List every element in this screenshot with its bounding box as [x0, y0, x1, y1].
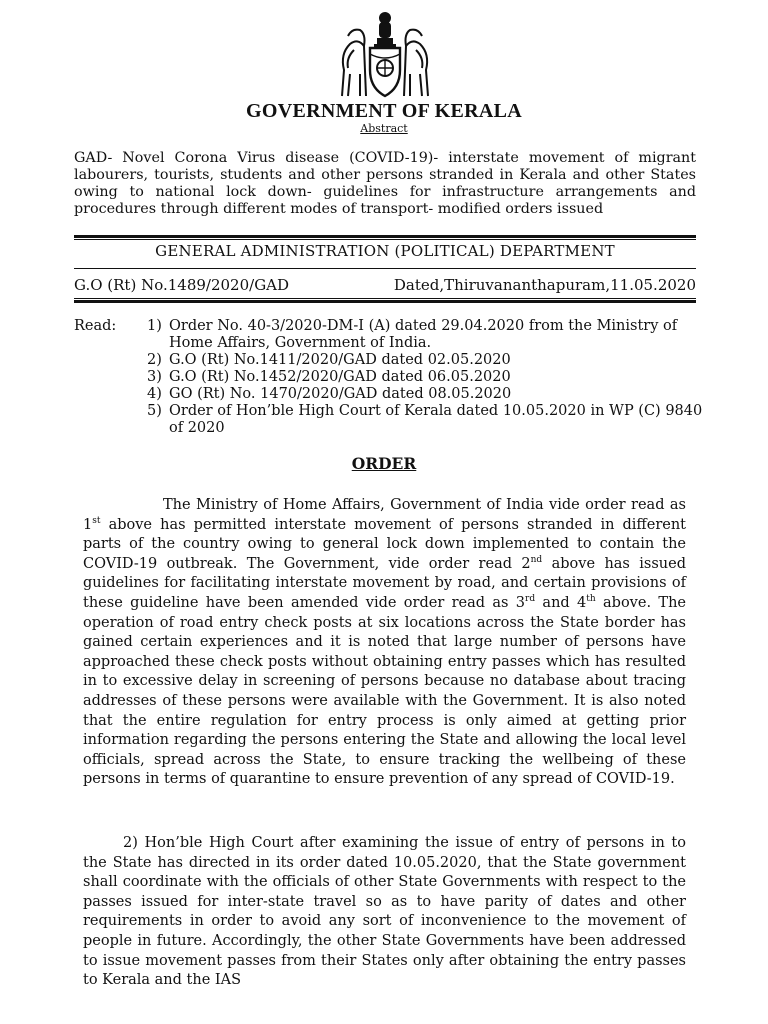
department-heading: GENERAL ADMINISTRATION (POLITICAL) DEPARTMENT — [155, 242, 615, 260]
go-date: Dated,Thiruvananthapuram,11.05.2020 — [393, 276, 696, 294]
read-label: Read: — [74, 318, 117, 334]
subject-text: GAD- Novel Corona Virus disease (COVID-19)- interstate movement of migrant labourers, tourists, students and other persons stranded in Kerala and other States owing to national lock down- guidelines for infrastructure arrangements and procedures through different modes of transport- modified orders issued — [74, 150, 696, 217]
abstract-label: Abstract — [360, 122, 408, 135]
divider-thick — [74, 235, 696, 238]
go-reference-line — [74, 276, 696, 294]
order-paragraph-1: The Ministry of Home Affairs, Government of India vide order read as 1st above has permitted interstate movement of persons stranded in different parts of the country owing to general lock down implemented to contain the COVID-19 outbreak. The Government, vide order read 2nd above has issued guidelines for facilitating interstate movement by road, and certain provisions of these guideline have been amended vide order read as 3rd and 4th above. The operation of road entry check posts at six locations across the State border has gained certain experiences and it is noted that large number of persons have approached these check posts without obtaining entry passes which has resulted in to excessive delay in screening of persons because no database about tracing addresses of these persons were available with the Government. It is also noted that the entire regulation for entry process is only aimed at getting prior information regarding the persons entering the State and allowing the local level officials, spread across the State, to ensure tracking the wellbeing of these persons in terms of quarantine to ensure prevention of any spread of COVID-19. — [83, 497, 687, 788]
divider-thin — [74, 239, 696, 240]
list-item: 1) Order No. 40-3/2020-DM-I (A) dated 29.04.2020 from the Ministry of Home Affairs, Government of India. — [147, 318, 678, 351]
page-title: GOVERNMENT OF KERALA — [245, 100, 523, 122]
divider-thick — [74, 300, 696, 303]
list-item: 2) G.O (Rt) No.1411/2020/GAD dated 02.05.2020 — [147, 352, 511, 368]
list-item: 4) GO (Rt) No. 1470/2020/GAD dated 08.05.2020 — [147, 386, 512, 402]
divider-thin — [74, 298, 696, 299]
divider-thin — [74, 268, 696, 269]
order-paragraph-2: 2) Hon’ble High Court after examining the issue of entry of persons in to the State has directed in its order dated 10.05.2020, that the State government shall coordinate with the officials of other State Governments with respect to the passes issued for inter-state travel so as to have parity of dates and other requirements in order to avoid any sort of inconvenience to the movement of people in future. Accordingly, the other State Governments have been addressed to issue movement passes from their States only after obtaining the entry passes to Kerala and the IAS — [83, 835, 686, 989]
go-number: G.O (Rt) No.1489/2020/GAD — [74, 276, 290, 294]
list-item: 5) Order of Hon’ble High Court of Kerala dated 10.05.2020 in WP (C) 9840 of 2020 — [147, 403, 703, 436]
kerala-emblem-icon — [334, 8, 436, 104]
list-item: 3) G.O (Rt) No.1452/2020/GAD dated 06.05.2020 — [147, 369, 511, 385]
order-heading: ORDER — [351, 454, 417, 473]
read-references-list — [147, 318, 707, 437]
